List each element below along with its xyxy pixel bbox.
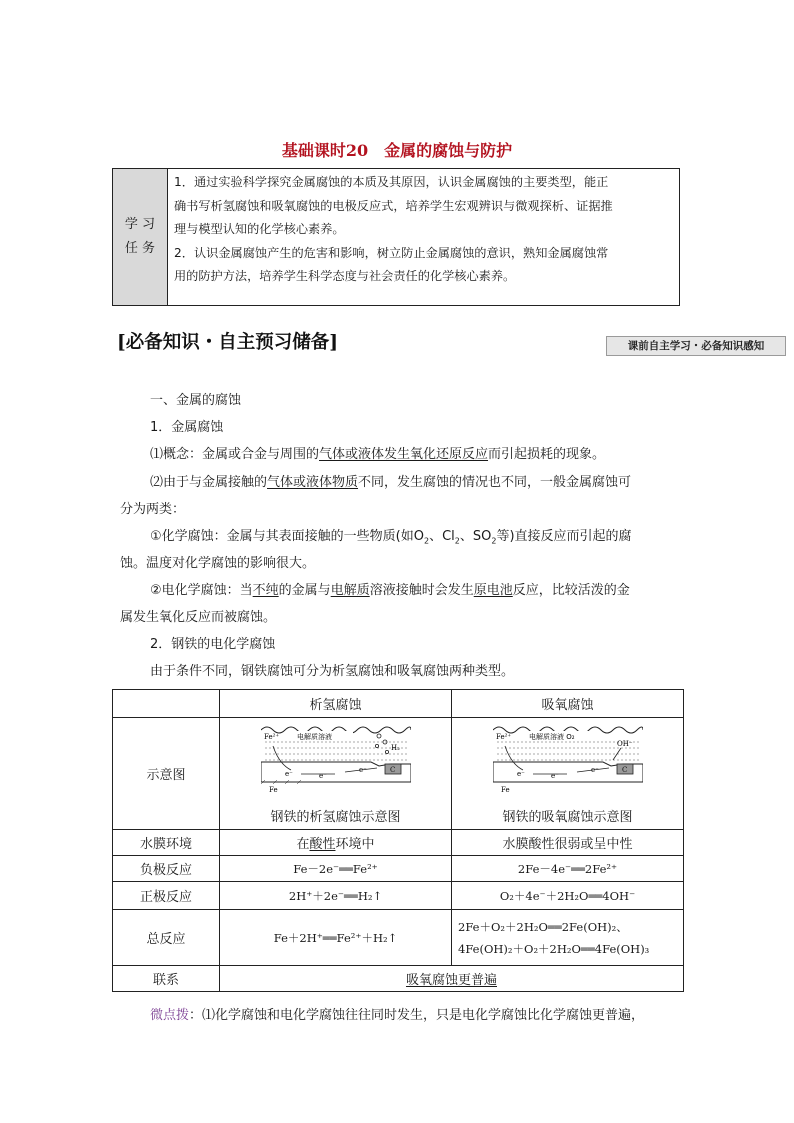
underlined-term: 气体或液体物质 [267,475,359,490]
h2-environment: 在酸性环境中 [220,830,452,856]
o2-corrosion-diagram [493,722,643,800]
h2-bubbles [375,734,388,754]
task-label-line2: 任 务 [124,241,156,256]
chemical-corrosion-paragraph: ①化学腐蚀：金属与其表面接触的一些物质(如$O_2$、$Cl_2$、$SO_2$等)直接反应而引起的腐 [150,529,632,546]
o2-negative-reaction: 2Fe－4e⁻══2Fe²⁺ [452,856,684,882]
electrolyte-label: 电解质溶液 O₂ [528,733,575,741]
types-paragraph-cont: 分为两类： [120,502,186,517]
electrochemical-corrosion-cont: 属发生氧化反应而被腐蚀。 [120,610,277,625]
task-line: 理与模型认知的化学核心素养。 [174,222,345,236]
task-label-line1: 学 习 [124,217,156,232]
o2-positive-reaction: O₂＋4e⁻＋2H₂O══4OH⁻ [452,882,684,910]
tip-label: 微点拨 [150,1008,190,1023]
h2-corrosion-diagram [261,722,411,800]
hydroxide-label: OH⁻ [616,740,633,748]
h2-diagram-caption: 钢铁的析氢腐蚀示意图 [270,810,401,825]
task-line: 确书写析氢腐蚀和吸氧腐蚀的电极反应式，培养学生宏观辨识与微观探析、证据推 [174,198,613,213]
h2-total-reaction: Fe＋2H⁺══Fe²⁺＋H₂↑ [220,910,452,966]
carbon-label: C [621,766,627,774]
electron-label: e⁻ [516,770,525,778]
tip-line [150,1004,644,1023]
learning-task-label [113,169,168,305]
electron-label: e⁻ [284,770,293,778]
h2-positive-reaction: 2H⁺＋2e⁻══H₂↑ [220,882,452,910]
learning-task-text [168,169,679,305]
row-label-link: 联系 [113,966,220,992]
column-header-h2-corrosion: 析氢腐蚀 [220,690,452,718]
electron-label: e⁻ [550,772,559,780]
task-line: 用的防护方法，培养学生科学态度与社会责任的化学核心素养。 [174,269,516,283]
fe-label: Fe [268,786,278,794]
subheading-steel-corrosion: 2．钢铁的电化学腐蚀 [150,637,276,652]
electrochemical-corrosion-paragraph: ②电化学腐蚀：当不纯的金属与电解质溶液接触时会发生原电池反应，比较活泼的金 [150,583,630,598]
section-badge: 课前自主学习・必备知识感知 [606,336,786,356]
electron-label: e⁻ [318,772,327,780]
row-label-total: 总反应 [113,910,220,966]
o2-total-reaction: 2Fe＋O₂＋2H₂O══2Fe(OH)₂、 4Fe(OH)₂＋O₂＋2H₂O══4Fe(OH)₃ [452,910,684,966]
tip-text: ：⑴化学腐蚀和电化学腐蚀往往同时发生，只是电化学腐蚀比化学腐蚀更普遍， [189,1008,645,1023]
fe-ion-label: Fe²⁺ [263,733,279,741]
h2-corrosion-diagram-cell [220,718,452,830]
o2-environment: 水膜酸性很弱或呈中性 [452,830,684,856]
underlined-term: 气体或液体发生氧化还原反应 [319,447,489,462]
task-line: 1．通过实验科学探究金属腐蚀的本质及其原因，认识金属腐蚀的主要类型，能正 [174,175,609,189]
column-header-o2-corrosion: 吸氧腐蚀 [452,690,684,718]
electron-label: e⁻ [590,766,599,774]
link-text: 吸氧腐蚀更普遍 [220,966,684,992]
fe-ion-label: Fe²⁺ [495,733,511,741]
section-heading: [必备知识・自主预习储备] [117,332,339,353]
task-line: 2．认识金属腐蚀产生的危害和影响，树立防止金属腐蚀的意识，熟知金属腐蚀常 [174,245,609,260]
row-label-environment: 水膜环境 [113,830,220,856]
chemical-corrosion-cont: 蚀。温度对化学腐蚀的影响很大。 [120,556,316,571]
h2-negative-reaction: Fe－2e⁻══Fe²⁺ [220,856,452,882]
steel-corrosion-intro: 由于条件不同，钢铁腐蚀可分为析氢腐蚀和吸氧腐蚀两种类型。 [150,664,515,679]
row-label-diagram: 示意图 [113,718,220,830]
electrolyte-label: 电解质溶液 [296,733,332,741]
row-label-negative: 负极反应 [113,856,220,882]
learning-task-box [112,168,680,306]
page-title: 基础课时20 金属的腐蚀与防护 [281,141,513,160]
carbon-label: C [389,766,395,774]
o2-corrosion-diagram-cell [452,718,684,830]
fe-label: Fe [500,786,510,794]
electron-label: e⁻ [358,766,367,774]
o2-diagram-caption: 钢铁的吸氧腐蚀示意图 [502,810,633,825]
row-label-positive: 正极反应 [113,882,220,910]
corrosion-comparison-table [112,689,684,992]
concept-paragraph: ⑴概念：金属或合金与周围的气体或液体发生氧化还原反应而引起损耗的现象。 [150,447,606,462]
types-paragraph: ⑵由于与金属接触的气体或液体物质不同，发生腐蚀的情况也不同，一般金属腐蚀可 [150,475,632,490]
heading-metal-corrosion: 一、金属的腐蚀 [150,393,242,408]
subheading-corrosion: 1．金属腐蚀 [150,420,224,435]
table-corner [113,690,220,718]
h2-gas-label: H₂ [390,744,400,752]
